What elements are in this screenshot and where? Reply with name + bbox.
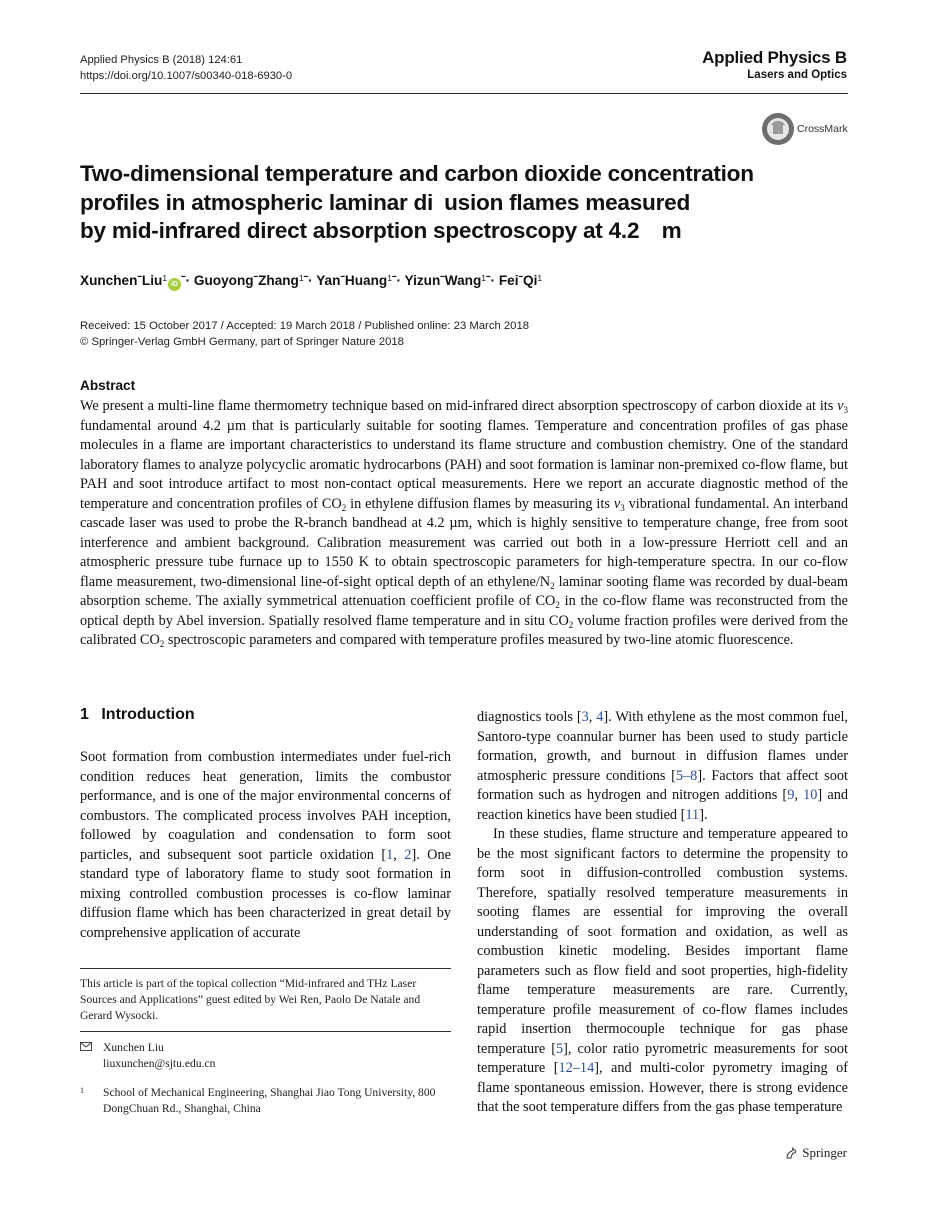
title-line: Two-dimensional temperature and carbon dioxide concentration	[80, 161, 754, 186]
author-separator: ˉ·	[181, 273, 191, 288]
title-line: by mid-infrared direct absorption spectroscopy at 4.2 m	[80, 218, 682, 243]
journal-name: Applied Physics B	[702, 48, 847, 67]
author-separator: ˉ·	[303, 273, 313, 288]
author-name: YizunˉWang	[404, 273, 482, 288]
author-name: GuoyongˉZhang	[193, 273, 299, 288]
copyright-line: © Springer-Verlag GmbH Germany, part of Springer Nature 2018	[80, 336, 404, 348]
orcid-icon[interactable]: iD	[168, 278, 181, 291]
crossmark-icon	[761, 112, 795, 146]
doi-link[interactable]: https://doi.org/10.1007/s00340-018-6930-0	[80, 70, 293, 82]
citation-link[interactable]: 5–8	[675, 767, 698, 784]
citation-link[interactable]: 1	[386, 846, 394, 863]
citation-block	[80, 52, 292, 84]
section-heading-introduction: 1 Introduction	[80, 706, 195, 723]
citation-link[interactable]: 4	[596, 709, 604, 725]
paragraph: diagnostics tools [3, 4]. With ethylene as the most common fuel, Santoro-type coannular burner has been used to study particle formation, growth, and burnout in diffusion flames under atmospheric pressure conditions [5–8]. Factors that affect soot formation such as hydrogen and nitrogen additions [9, 10] and reaction kinetics have been studied [11].	[477, 709, 849, 823]
springer-horse-icon	[784, 1146, 798, 1160]
author-affil-sup: 1	[162, 273, 168, 283]
corresponding-author	[80, 1040, 451, 1072]
springer-logo	[784, 1145, 847, 1161]
corresponding-author-email[interactable]: liuxunchen@sjtu.edu.cn	[103, 1057, 216, 1070]
author-list	[80, 270, 780, 292]
citation-link[interactable]: 2	[404, 846, 412, 863]
author-separator: ˉ·	[486, 273, 496, 288]
footnote-rule	[80, 1031, 451, 1032]
header-rule	[80, 93, 848, 94]
citation: Applied Physics B (2018) 124:61	[80, 54, 243, 66]
citation-link[interactable]: 12–14	[558, 1060, 595, 1076]
crossmark-label: CrossMark	[797, 123, 848, 135]
envelope-icon	[80, 1042, 92, 1051]
affiliation-text: School of Mechanical Engineering, Shanghai Jiao Tong University, 800 DongChuan Rd., Shanghai, China	[103, 1086, 436, 1115]
author-name: YanˉHuang	[316, 273, 388, 288]
article-title	[80, 160, 780, 246]
title-line: profiles in atmospheric laminar di usion flames measured	[80, 189, 691, 215]
abstract-heading: Abstract	[80, 378, 136, 393]
dates-line: Received: 15 October 2017 / Accepted: 19 March 2018 / Published online: 23 March 2018	[80, 320, 530, 332]
journal-masthead	[702, 48, 847, 81]
citation-link[interactable]: 9	[787, 787, 795, 803]
citation-link[interactable]: 10	[803, 787, 818, 803]
footnote-rule	[80, 968, 451, 969]
crossmark-badge[interactable]	[761, 112, 851, 148]
corresponding-author-name: Xunchen Liu	[103, 1041, 164, 1054]
citation-link[interactable]: 3	[581, 709, 589, 725]
paragraph: In these studies, flame structure and temperature appeared to be the most significant factors to determine the propensity to form soot in diffusion-controlled combustion systems. Therefore, spatially resolved temperature measurements in sooting flames are essential for improving the overall understanding of soot formation and oxidation, as well as combustion kinetic modeling. Besides important flame parameters such as flow field and soot properties, high-fidelity flame temperature measurements are rare. Currently, temperature profile measurement of co-flow flames includes rapid insertion thermocouple technique for gas phase temperature [5], color ratio pyrometric measurements for soot temperature [12–14], and multi-color pyrometry imaging of flame spontaneous emission. However, there is strong evidence that the soot temperature differs from the gas phase temperature	[477, 826, 848, 1115]
affiliation-number: 1	[80, 1086, 84, 1095]
author-affil-sup: 1	[387, 273, 392, 283]
author-affil-sup: 1	[537, 273, 543, 283]
citation-link[interactable]: 5	[556, 1040, 564, 1057]
author-name: XunchenˉLiu	[80, 273, 163, 288]
author-affil-sup: 1	[298, 273, 304, 283]
author-name: FeiˉQi	[498, 273, 538, 288]
journal-subtitle: Lasers and Optics	[747, 69, 847, 81]
topical-collection-note: This article is part of the topical collection “Mid-infrared and THz Laser Sources and Applications” guest edited by Wei Ren, Paolo De Natale and Gerard Wysocki.	[80, 977, 421, 1022]
citation-link[interactable]: 11	[685, 806, 700, 823]
intro-left-column	[80, 748, 451, 943]
affiliation	[80, 1085, 451, 1117]
paragraph: Soot formation from combustion intermediates under fuel-rich condition reduces heat generation, limits the combustor performance, and is one of the major environmental concerns of combustors. The complicated process involves PAH inception, followed by coagulation and condensation to form soot particles, and subsequent soot particle oxidation [1, 2]. One standard type of laboratory flame to study soot formation in mixing controlled combustion processes is co-flow laminar diffusion flame which has been characterized in great detail by comprehensive application of accurate	[80, 749, 452, 941]
abstract-body: We present a multi-line flame thermometry technique based on mid-infrared direct absorption spectroscopy of carbon dioxide at its $\nu_3$ fundamental around 4.2 µm that is particularly suitable for sooting flames. Temperature and concentration profiles of gas phase molecules in a flame are important characteristics to understand its flame structure and combustion chemistry. One of the standard laboratory flames to analyze polycyclic aromatic hydrocarbons (PAH) and soot formation is laminar non-premixed co-flow flame, but PAH and soot introduce artifact to most non-contact optical measurements. Here we report an accurate diagnostic method of the temperature and concentration profiles of $CO_2$ in ethylene diffusion flames by measuring its $\nu_3$ vibrational fundamental. An interband cascade laser was used to probe the R-branch bandhead at 4.2 µm, which is highly sensitive to temperature change, free from soot interference and ambient background. Calibration measurement was carried out both in a low-pressure Herriott cell and an atmospheric pressure tube furnace up to 1550 K to obtain spectroscopic parameters for high-temperature spectra. In our co-flow flame measurement, two-dimensional line-of-sight optical depth of an ethylene/$N_2$ laminar sooting flame was recorded by dual-beam absorption scheme. The axially symmetrical attenuation coefficient profile of $CO_2$ in the co-flow flame was reconstructed from the optical depth by Abel inversion. Spatially resolved flame temperature and in situ $CO_2$ volume fraction profiles were derived from the calibrated $CO_2$ spectroscopic parameters and compared with temperature profiles measured by two-line atomic fluorescence.	[80, 398, 849, 649]
publisher-name: Springer	[802, 1145, 847, 1160]
publication-dates	[80, 318, 529, 350]
intro-right-column	[477, 708, 848, 1118]
author-separator: ˉ·	[391, 273, 401, 288]
author-affil-sup: 1	[481, 273, 487, 283]
